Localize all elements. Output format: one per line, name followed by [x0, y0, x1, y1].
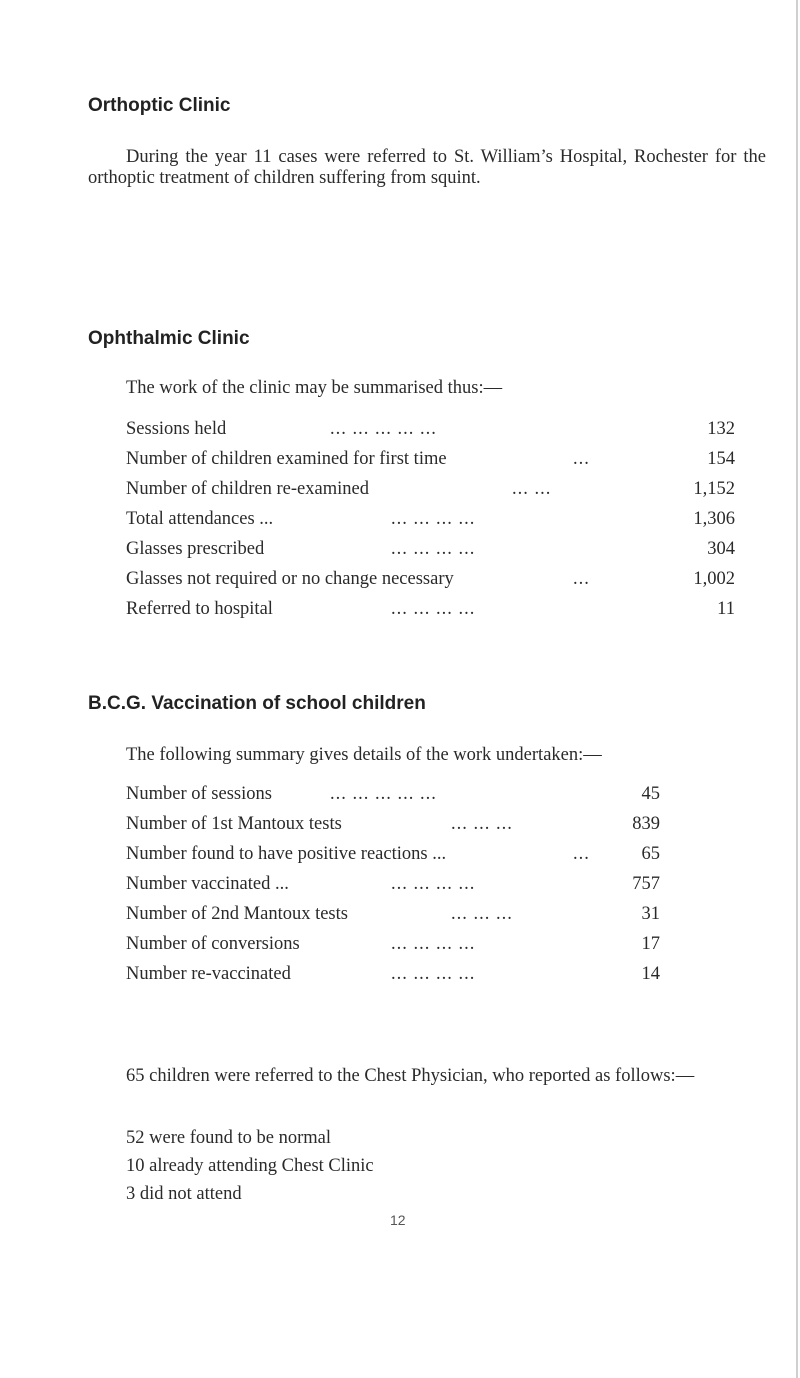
row-value: 65 [641, 844, 660, 864]
row-value: 17 [641, 934, 660, 954]
outcome-item: 52 were found to be normal [126, 1128, 331, 1148]
leader-dots: ... ... ... ... [391, 509, 476, 529]
ophthalmic-heading: Ophthalmic Clinic [88, 328, 250, 349]
row-label: Number of conversions [126, 934, 300, 954]
leader-dots: ... ... ... ... [391, 964, 476, 984]
bcg-heading: B.C.G. Vaccination of school children [88, 693, 426, 714]
row-label: Glasses prescribed [126, 539, 265, 559]
leader-dots: ... [573, 449, 590, 469]
row-label: Sessions held [126, 419, 227, 439]
row-label: Number of children examined for first time [126, 449, 447, 469]
ophthalmic-intro: The work of the clinic may be summarised thus:— [126, 378, 503, 398]
row-value: 1,152 [693, 479, 735, 499]
orthoptic-heading: Orthoptic Clinic [88, 95, 231, 116]
leader-dots: ... ... ... ... [391, 934, 476, 954]
row-label: Number re-vaccinated [126, 964, 291, 984]
row-value: 1,002 [693, 569, 735, 589]
referral-paragraph: 65 children were referred to the Chest Physician, who reported as follows:— [126, 1066, 695, 1086]
row-label: Number of children re-examined [126, 479, 369, 499]
page-number: 12 [390, 1212, 406, 1228]
row-label: Total attendances ... [126, 509, 274, 529]
leader-dots: ... ... ... ... ... [330, 784, 437, 804]
row-label: Number found to have positive reactions ... [126, 844, 447, 864]
row-value: 757 [632, 874, 660, 894]
outcome-item: 10 already attending Chest Clinic [126, 1156, 374, 1176]
leader-dots: ... ... [512, 479, 552, 499]
row-label: Glasses not required or no change necessary [126, 569, 454, 589]
leader-dots: ... ... ... ... [391, 599, 476, 619]
page-edge-divider [796, 0, 798, 1378]
leader-dots: ... ... ... [451, 814, 513, 834]
row-value: 31 [641, 904, 660, 924]
row-label: Referred to hospital [126, 599, 273, 619]
row-value: 11 [717, 599, 735, 619]
row-value: 1,306 [693, 509, 735, 529]
outcome-item: 3 did not attend [126, 1184, 242, 1204]
bcg-intro: The following summary gives details of the work undertaken:— [126, 745, 602, 765]
leader-dots: ... ... ... ... [391, 874, 476, 894]
row-value: 304 [707, 539, 735, 559]
row-value: 154 [707, 449, 735, 469]
leader-dots: ... ... ... ... [391, 539, 476, 559]
leader-dots: ... ... ... [451, 904, 513, 924]
orthoptic-paragraph: During the year 11 cases were referred to St. William’s Hospital, Rochester for the orthoptic treatment of children suffering from squint. [88, 147, 766, 188]
row-label: Number vaccinated ... [126, 874, 289, 894]
leader-dots: ... [573, 844, 590, 864]
leader-dots: ... [573, 569, 590, 589]
row-value: 45 [641, 784, 660, 804]
row-value: 14 [641, 964, 660, 984]
row-label: Number of sessions [126, 784, 272, 804]
row-label: Number of 1st Mantoux tests [126, 814, 342, 834]
row-value: 132 [707, 419, 735, 439]
row-label: Number of 2nd Mantoux tests [126, 904, 348, 924]
row-value: 839 [632, 814, 660, 834]
leader-dots: ... ... ... ... ... [330, 419, 437, 439]
